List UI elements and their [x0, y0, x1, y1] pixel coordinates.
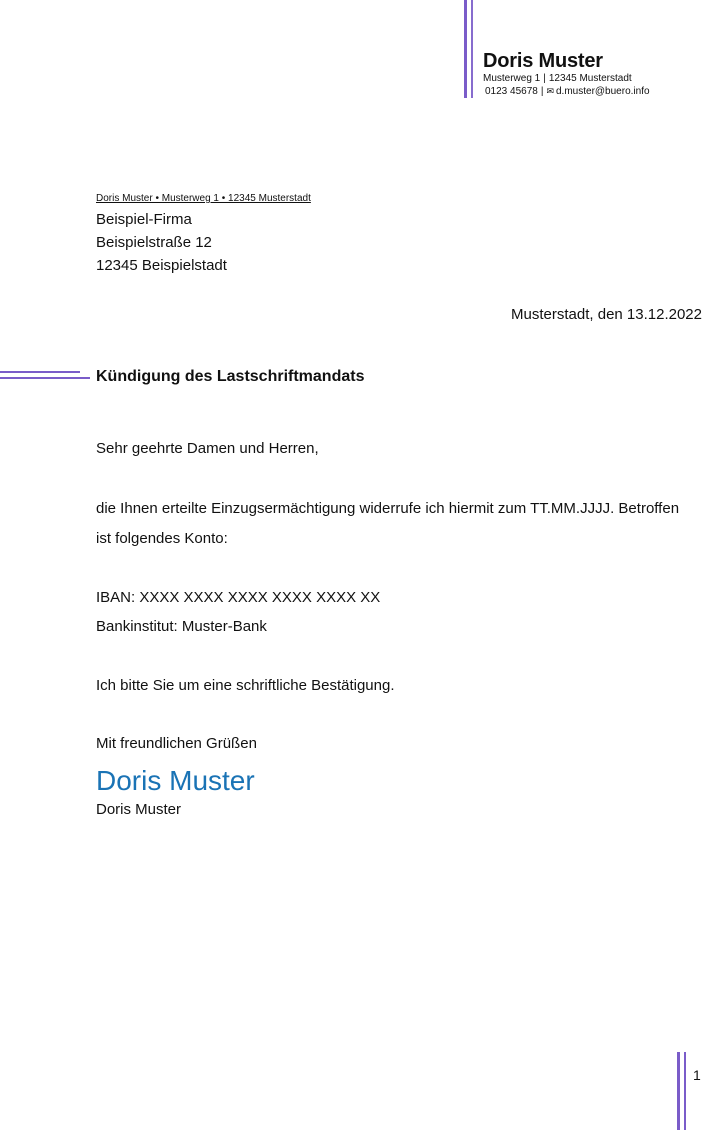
page-number: 1	[693, 1067, 701, 1083]
header-accent-line	[464, 0, 467, 98]
sender-address	[483, 72, 703, 85]
sender-street: Musterweg 1	[483, 73, 541, 84]
subject-line: Kündigung des Lastschriftmandats	[96, 368, 365, 385]
recipient-address	[96, 208, 227, 277]
salutation: Sehr geehrte Damen und Herren,	[96, 440, 319, 457]
request-paragraph: Ich bitte Sie um eine schriftliche Bestätigung.	[96, 677, 395, 694]
sender-city: 12345 Musterstadt	[548, 73, 632, 84]
subject-accent-line	[0, 377, 90, 379]
signature: Doris Muster	[96, 765, 255, 796]
bank-line: Bankinstitut: Muster-Bank	[96, 618, 267, 635]
sender-contact	[483, 85, 703, 98]
iban-line: IBAN: XXXX XXXX XXXX XXXX XXXX XX	[96, 589, 381, 606]
recipient-company: Beispiel-Firma	[96, 211, 192, 228]
subject-accent	[0, 371, 90, 381]
header-accent-line	[471, 0, 473, 98]
separator: |	[543, 73, 546, 84]
closing: Mit freundlichen Grüßen	[96, 735, 257, 752]
subject-accent-line	[0, 371, 80, 373]
return-address: Doris Muster • Musterweg 1 • 12345 Musterstadt	[96, 193, 311, 204]
envelope-icon: ✉	[546, 86, 554, 96]
recipient-street: Beispielstraße 12	[96, 234, 212, 251]
sender-block	[483, 50, 703, 98]
body-paragraph: die Ihnen erteilte Einzugsermächtigung widerrufe ich hiermit zum TT.MM.JJJJ. Betroffen ist folgendes Konto:	[96, 500, 680, 547]
sender-email: d.muster@buero.info	[556, 86, 650, 97]
sender-name: Doris Muster	[483, 50, 603, 72]
footer-accent-line	[677, 1052, 680, 1130]
typed-name: Doris Muster	[96, 801, 182, 818]
footer-accent-line	[684, 1052, 686, 1130]
sender-phone: 0123 45678	[485, 86, 538, 97]
recipient-city: 12345 Beispielstadt	[96, 257, 227, 274]
letter-date: Musterstadt, den 13.12.2022	[511, 306, 702, 323]
separator: |	[540, 86, 544, 97]
